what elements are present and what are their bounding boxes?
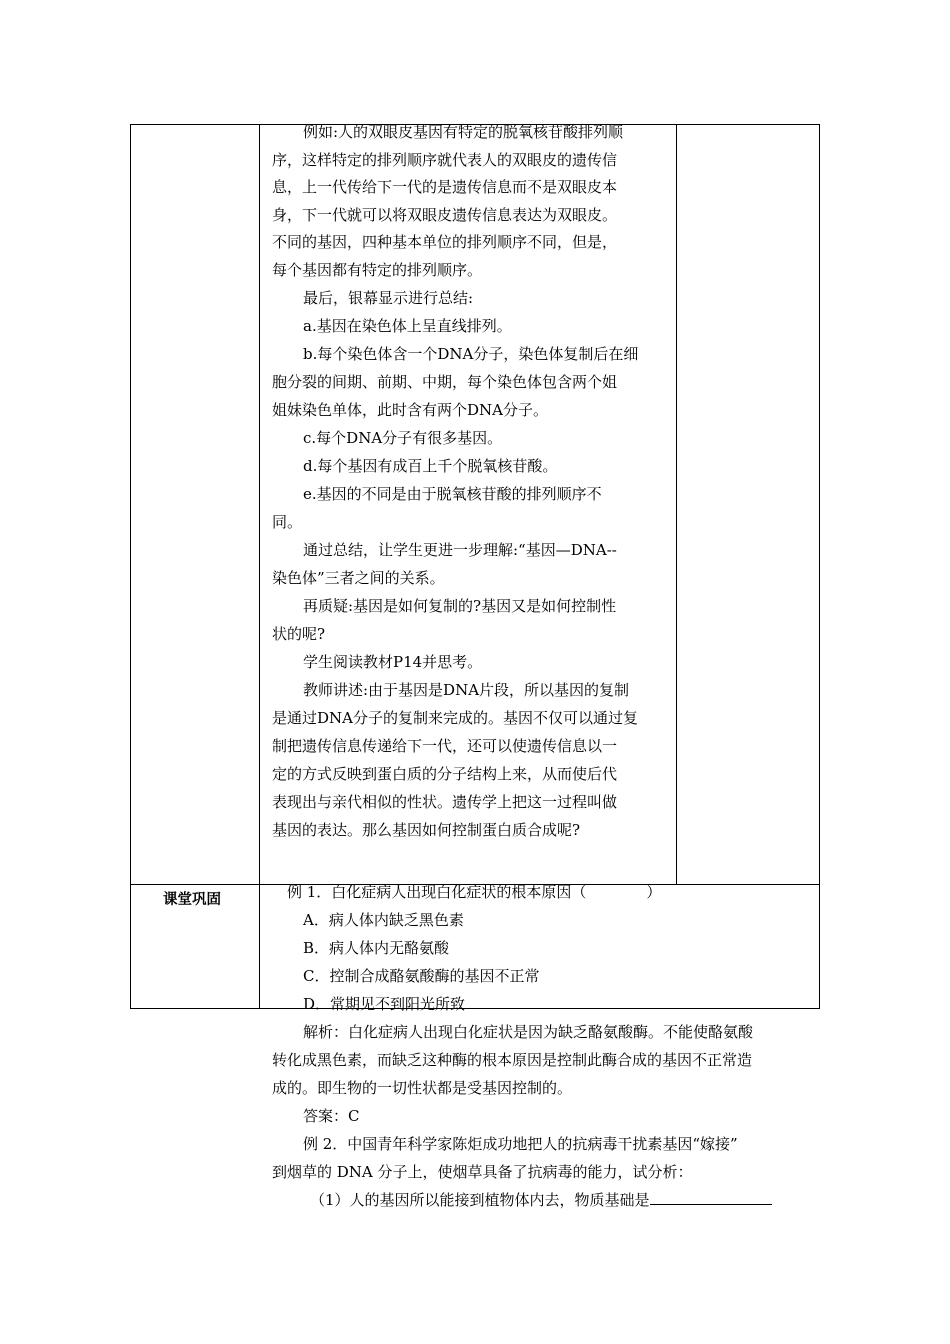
paragraph-line: 身，下一代就可以将双眼皮遗传信息表达为双眼皮。 (272, 206, 618, 224)
paragraph-line: 姐妹染色单体，此时含有两个DNA分子。 (272, 401, 548, 419)
paragraph-line: 制把遗传信息传递给下一代，还可以使遗传信息以一 (272, 737, 618, 755)
paragraph-line: 序，这样特定的排列顺序就代表人的双眼皮的遗传信 (272, 151, 618, 169)
paragraph-line: 是通过DNA分子的复制来完成的。基因不仅可以通过复 (272, 709, 638, 727)
paragraph-line: 基因的表达。那么基因如何控制蛋白质合成呢? (272, 821, 581, 839)
paragraph-line: 胞分裂的间期、前期、中期，每个染色体包含两个姐 (272, 373, 618, 391)
table-left-border (130, 124, 131, 1009)
analysis-line: 解析：白化症病人出现白化症状是因为缺乏酪氨酸酶。不能使酪氨酸 (303, 1023, 754, 1041)
question-1-stem (287, 879, 661, 906)
paragraph-line: 教师讲述:由于基因是DNA片段，所以基因的复制 (303, 681, 630, 699)
sub-question-text: （1）人的基因所以能接到植物体内去，物质基础是 (310, 1191, 650, 1209)
paragraph-line: 通过总结，让学生更进一步理解:“基因—DNA-- (303, 541, 617, 559)
paragraph-line: 每个基因都有特定的排列顺序。 (272, 261, 483, 279)
paragraph-line: 状的呢? (272, 625, 326, 643)
paragraph-line: 例如:人的双眼皮基因有特定的脱氧核苷酸排列顺 (303, 123, 624, 141)
analysis-line: 成的。即生物的一切性状都是受基因控制的。 (272, 1079, 573, 1097)
paragraph-line: 不同的基因，四种基本单位的排列顺序不同，但是， (272, 233, 618, 251)
question-2-sub1 (310, 1187, 772, 1214)
option-b: B．病人体内无酪氨酸 (303, 939, 450, 957)
row-label-classroom-consolidation: 课堂巩固 (163, 892, 221, 908)
question-1-close: ） (646, 883, 662, 901)
answer-line: 答案：C (303, 1107, 360, 1125)
paragraph-line: 定的方式反映到蛋白质的分子结构上来，从而使后代 (272, 765, 618, 783)
paragraph-line: e.基因的不同是由于脱氧核苷酸的排列顺序不 (303, 485, 602, 503)
option-a: A．病人体内缺乏黑色素 (303, 911, 464, 929)
fill-in-blank-line (650, 1190, 772, 1205)
paragraph-line: c.每个DNA分子有很多基因。 (303, 429, 503, 447)
table-bottom-border (130, 1008, 820, 1009)
analysis-line: 转化成黑色素，而缺乏这种酶的根本原因是控制此酶合成的基因不正常造 (272, 1051, 753, 1069)
paragraph-line: 同。 (272, 513, 303, 531)
question-1-text: 例 1．白化症病人出现白化症状的根本原因（ (287, 883, 587, 901)
paragraph-line: b.每个染色体含一个DNA分子，染色体复制后在细 (303, 345, 639, 363)
column-divider-1 (259, 124, 260, 1009)
paragraph-line: a.基因在染色体上呈直线排列。 (303, 317, 512, 335)
paragraph-line: 息，上一代传给下一代的是遗传信息而不是双眼皮本 (272, 178, 618, 196)
paragraph-line: 染色体”三者之间的关系。 (272, 569, 445, 587)
option-d: D．常期见不到阳光所致 (303, 995, 466, 1013)
option-c: C．控制合成酪氨酸酶的基因不正常 (303, 967, 540, 985)
table-right-border (819, 124, 820, 1009)
question-2-line: 到烟草的 DNA 分子上，使烟草具备了抗病毒的能力，试分析： (272, 1163, 693, 1181)
paragraph-line: 最后，银幕显示进行总结: (303, 289, 474, 307)
paragraph-line: d.每个基因有成百上千个脱氧核苷酸。 (303, 457, 558, 475)
paragraph-line: 学生阅读教材P14并思考。 (303, 653, 483, 671)
question-2-line: 例 2．中国青年科学家陈炬成功地把人的抗病毒干扰素基因“嫁接” (303, 1135, 738, 1153)
paragraph-line: 表现出与亲代相似的性状。遗传学上把这一过程叫做 (272, 793, 618, 811)
column-divider-2 (676, 124, 677, 885)
paragraph-line: 再质疑:基因是如何复制的?基因又是如何控制性 (303, 597, 617, 615)
